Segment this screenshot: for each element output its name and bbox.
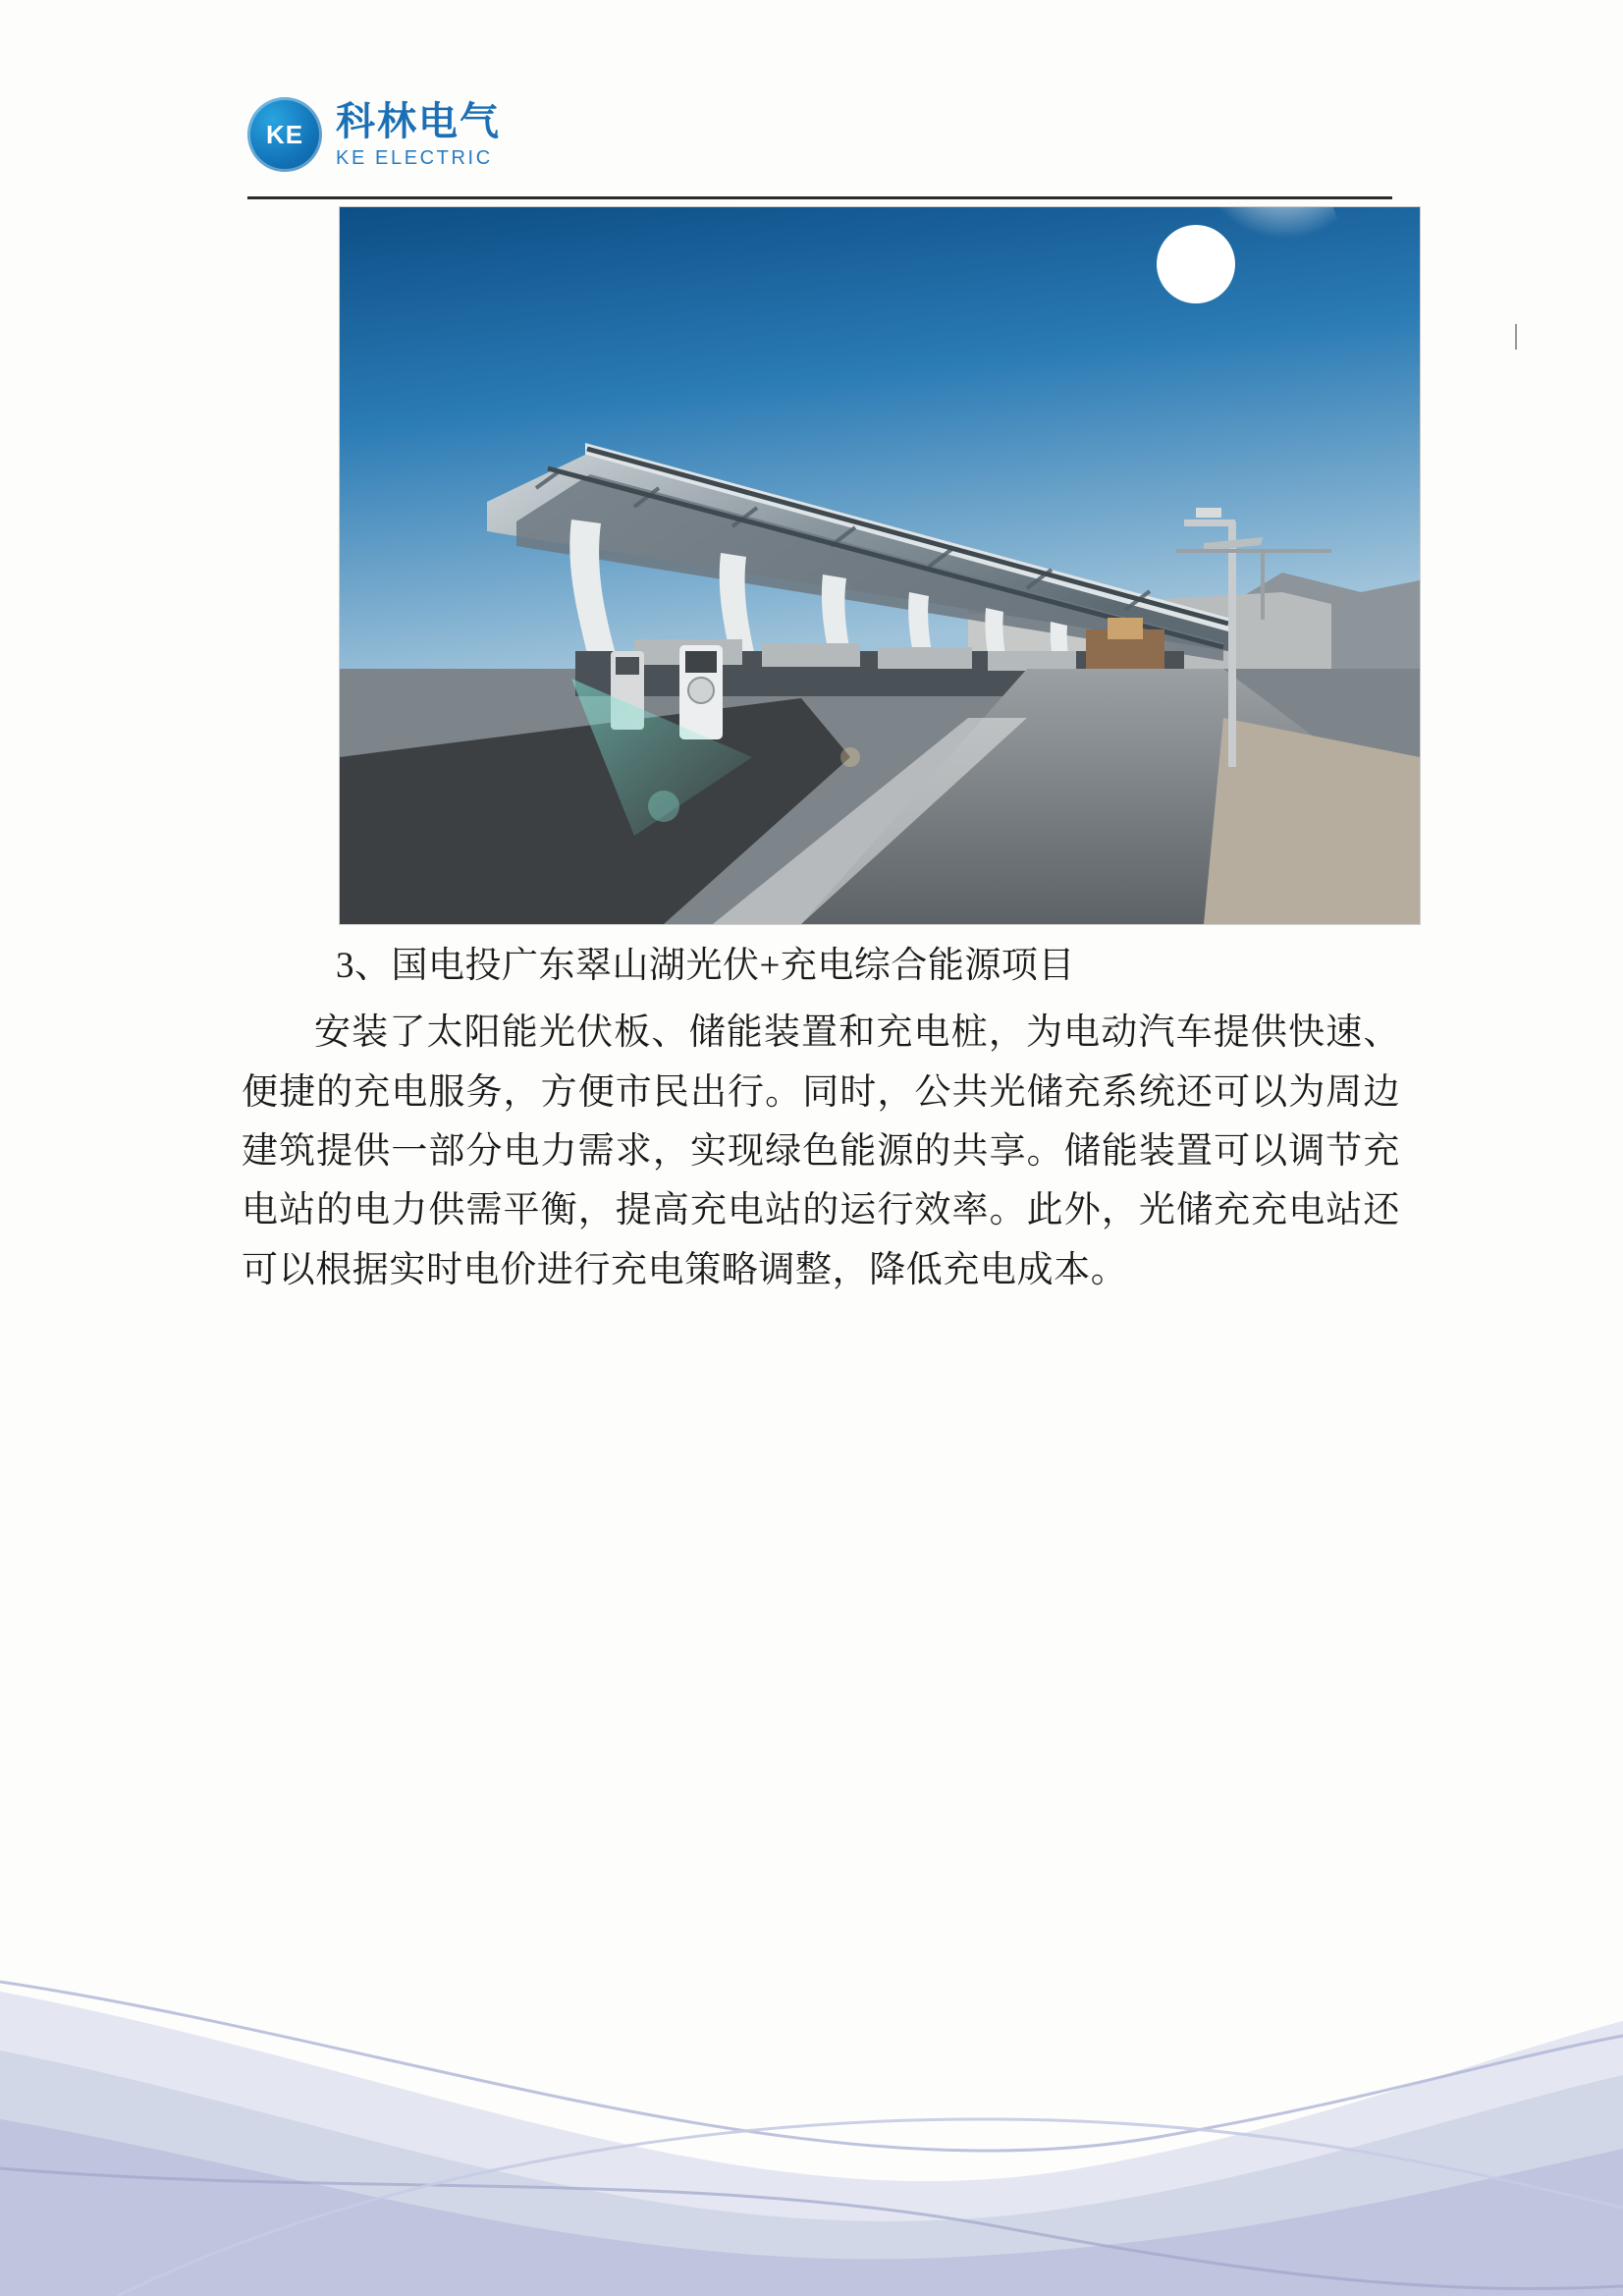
ke-logo-icon [247, 97, 322, 172]
logo-letters: KE [265, 119, 304, 149]
brand-name-en: KE ELECTRIC [336, 146, 493, 169]
document-body [242, 938, 1400, 1300]
project-photo [339, 206, 1421, 925]
footer-wave-decoration [0, 1874, 1623, 2296]
company-logo [247, 94, 1392, 175]
brand-name-cn: 科林电气 [336, 99, 501, 143]
section-paragraph: 安装了太阳能光伏板、储能装置和充电桩，为电动汽车提供快速、便捷的充电服务，方便市民出行。同时，公共光储充系统还可以为周边建筑提供一部分电力需求，实现绿色能源的共享。储能装置可以调节充电站的电力供需平衡，提高充电站的运行效率。此外，光储充充电站还可以根据实时电价进行充电策略调整，降低充电成本。 [242, 1012, 1400, 1290]
section-heading: 3、国电投广东翠山湖光伏+充电综合能源项目 [336, 946, 1075, 986]
letterhead-header [247, 94, 1392, 185]
header-divider [247, 196, 1392, 199]
page-margin-mark [1515, 324, 1517, 350]
logo-text-block [336, 99, 501, 169]
